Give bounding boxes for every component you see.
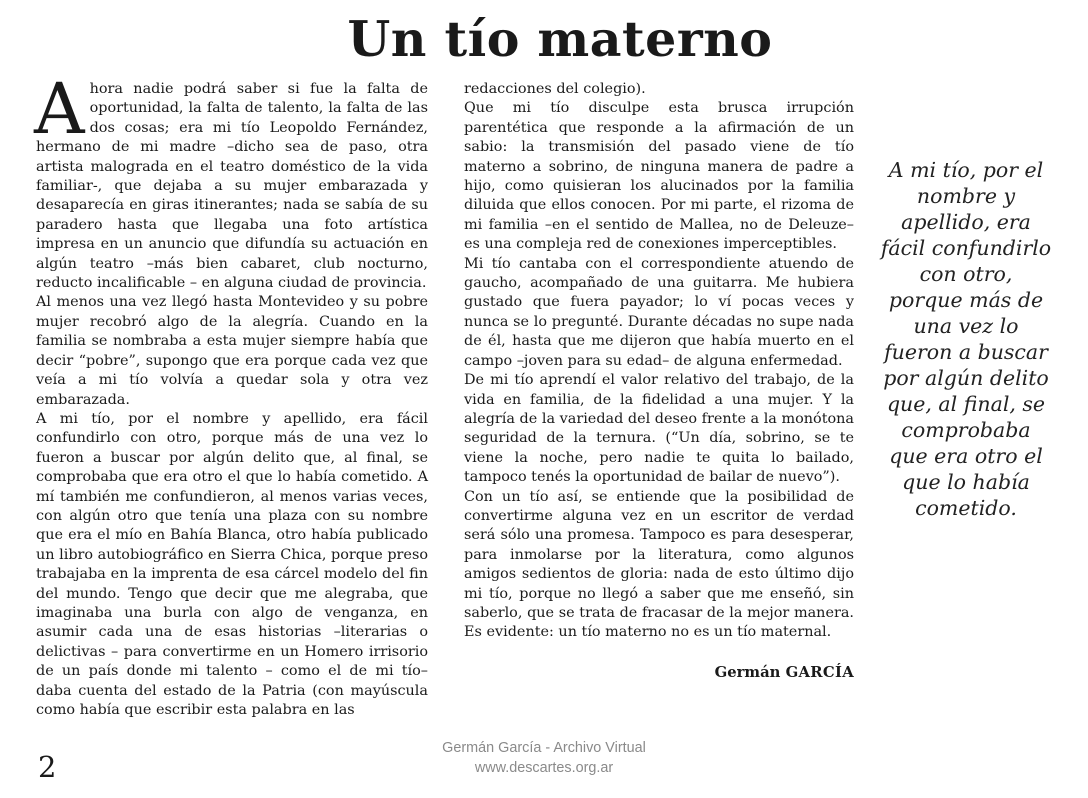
paragraph: A mi tío, por el nombre y apellido, era fácil confundirlo con otro, porque más de una vez lo fueron a buscar por algún delito que, al final, se comprobaba que era otro el que lo había cometido. A mí también me confundieron, al menos varias veces, con algún otro que tenía una plaza con su nombre que era el mío en Bahía Blanca, otro había publicado un libro autobiográfico en Sierra Chica, porque preso trabajaba en la imprenta de esa cárcel modelo del fin del mundo. Tengo que decir que me alegraba, que imaginaba una burla con algo de venganza, en asumir cada una de esas historias –literarias o delictivas – para convertirme en un Homero irrisorio de un país donde mi talento – como el de mi tío– daba cuenta del estado de la Patria (con mayúscula como había que escribir esta palabra en las [36,410,428,718]
author-first-name: Germán [714,664,781,681]
page-number: 2 [38,750,57,784]
author-last-name: GARCÍA [785,664,854,681]
paragraph: De mi tío aprendí el valor relativo del trabajo, de la vida en familia, de la fidelidad a una mujer. Y la alegría de la variedad del deseo frente a la monótona seguridad de la ternura. (“Un día, sobrino, se te viene la noche, pero nadie te quita lo bailado, tampoco tenés la oportunidad de bailar de nuevo”). [464,372,854,486]
paragraph: redacciones del colegio). [464,81,646,97]
footer-archive-label: Germán García - Archivo Virtual [442,740,646,756]
article-title: Un tío materno [347,10,773,68]
paragraph: Al menos una vez llegó hasta Montevideo y su pobre mujer recobró algo de la alegría. Cuando en la familia se nombraba a esta mujer siempre había que decir “pobre”, supongo que era porque cada vez que veía a mi tío volvía a quedar sola y otra vez embarazada. [36,294,428,408]
article-column-right [464,80,854,643]
drop-cap: A [34,68,85,150]
paragraph: Que mi tío disculpe esta brusca irrupción parentética que responde a la afirmación de un sabio: la transmisión del pasado viene de tío materno a sobrino, de ninguna manera de padre a hijo, como quisieran los alucinados por la familia diluida que ellos conocen. Por mi parte, el rizoma de mi familia –en el sentido de Mallea, no de Deleuze– es una compleja red de conexiones imperceptibles. [464,100,854,253]
footer [0,738,1088,778]
author-signature [464,664,854,681]
paragraph: Con un tío así, se entiende que la posibilidad de convertirme alguna vez en un escritor de verdad será sólo una promesa. Tampoco es para desesperar, para inmolarse por la literatura, como algunos amigos sedientos de gloria: nada de esto último dijo mi tío, porque no llegó a saber que me enseñó, sin saberlo, que se trata de fracasar de la mejor manera. Es evidente: un tío materno no es un tío maternal. [464,488,854,641]
paragraph [34,68,428,293]
pull-quote: A mi tío, por el nombre y apellido, era fácil confundirlo con otro, porque más de una vez lo fueron a buscar por algún delito que, al final, se comprobaba que era otro el que lo había cometido. [880,158,1052,520]
article-column-left [34,68,428,720]
paragraph-text: hora nadie podrá saber si fue la falta de oportunidad, la falta de talento, la falta de las dos cosas; era mi tío Leopoldo Fernández, hermano de mi madre –dicho sea de paso, otra artista malograda en el teatro doméstico de la vida familiar-, que dejaba a su mujer embarazada y desaparecía en giras itinerantes; nada se sabía de su paradero hasta que llegaba una foto artística impresa en un anuncio que difundía su actuación en algún teatro –más bien cabaret, club nocturno, reducto incalificable – en alguna ciudad de provincia. [36,81,428,292]
paragraph: Mi tío cantaba con el correspondiente atuendo de gaucho, acompañado de una guitarra. Me hubiera gustado que fuera payador; lo ví pocas veces y nunca se lo pregunté. Durante décadas no supe nada de él, hasta que me dijeron que había muerto en el campo –joven para su edad– de alguna enfermedad. [464,255,854,369]
footer-website-link[interactable]: www.descartes.org.ar [474,760,614,776]
